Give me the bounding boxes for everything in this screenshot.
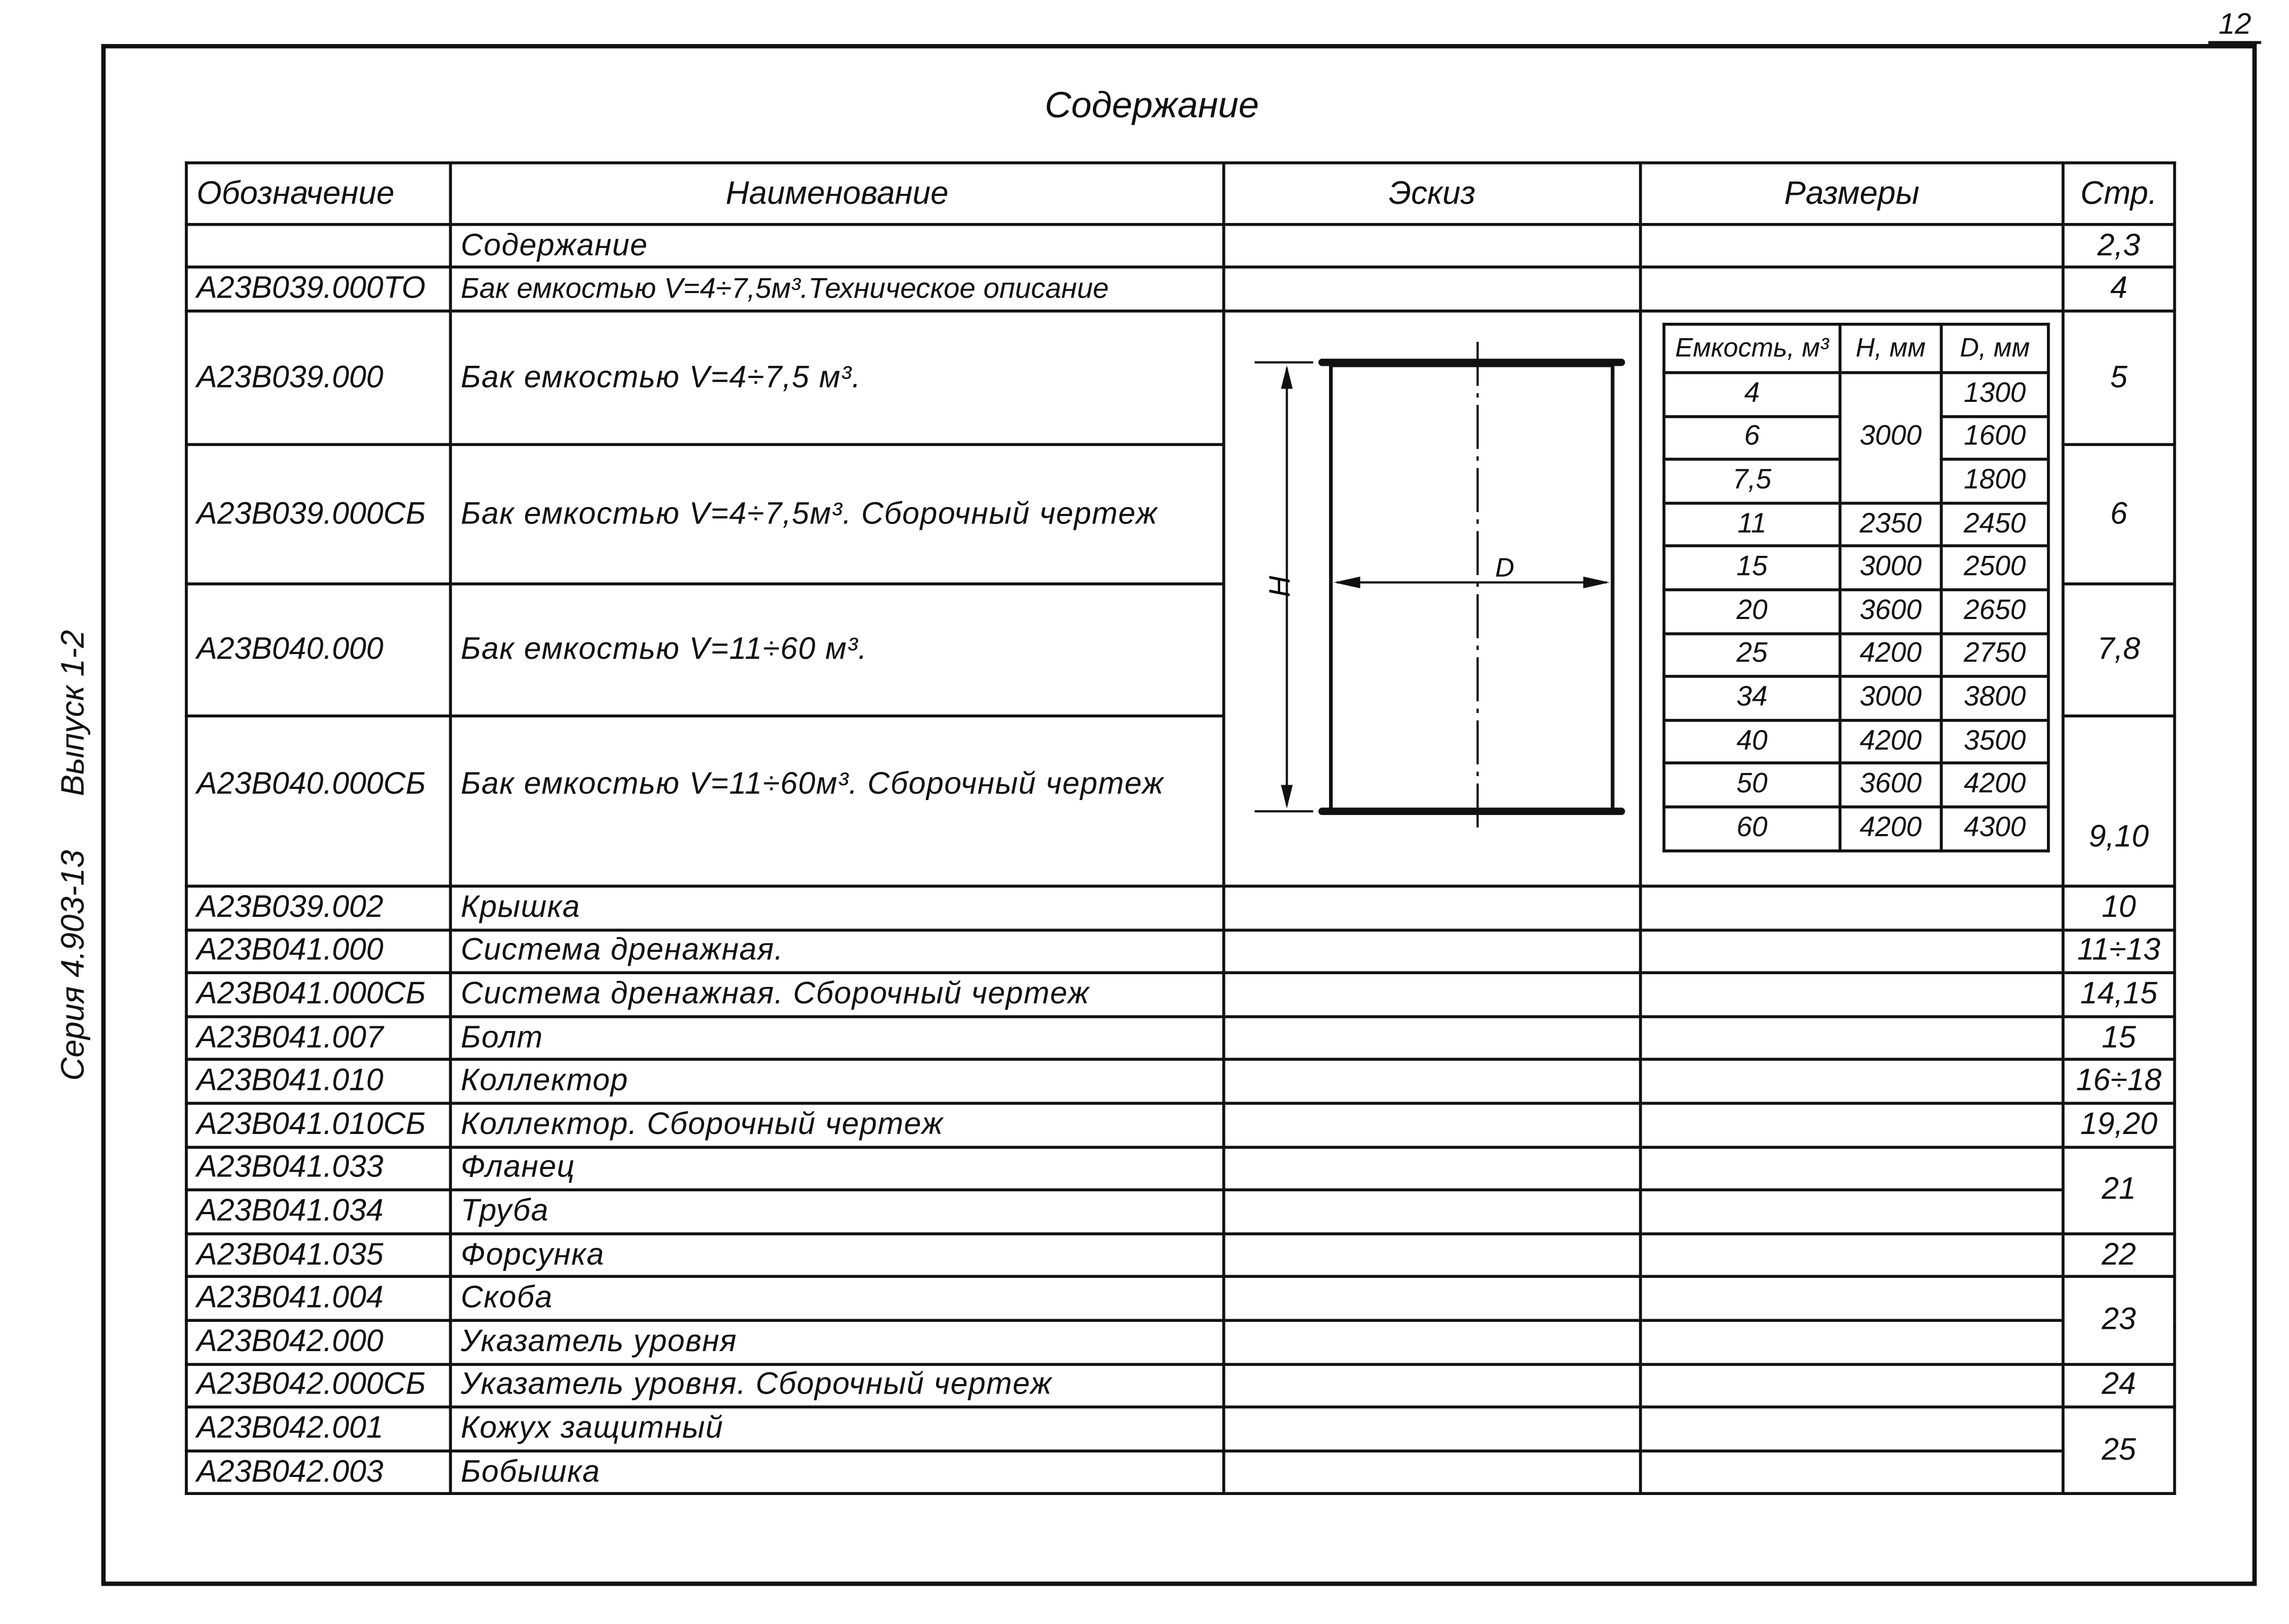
- sizes-row: 25 4200 2750: [1664, 633, 2048, 677]
- diameter-label: D: [1495, 553, 1514, 583]
- row-page: 22: [2063, 1233, 2174, 1277]
- sizes-row: 11 2350 2450: [1664, 503, 2048, 546]
- lower-rows: [186, 886, 2175, 1494]
- row-page: 4: [2063, 267, 2174, 311]
- row-code: [186, 225, 450, 267]
- row-name: Указатель уровня. Сборочный чертеж: [450, 1364, 1223, 1407]
- row-code: А23В041.034: [186, 1190, 450, 1234]
- sizes-row: 34 3000 3800: [1664, 676, 2048, 720]
- row-code: А23В041.010СБ: [186, 1103, 450, 1147]
- row-page: 23: [2063, 1277, 2174, 1364]
- row-page: 11÷13: [2063, 930, 2174, 973]
- tank-drawing: [1225, 313, 1641, 887]
- table-row: [186, 1147, 2175, 1190]
- row-page: 21: [2063, 1147, 2174, 1234]
- table-header: [186, 163, 2175, 225]
- sizes-table: [1662, 323, 2050, 852]
- table-row: [186, 1364, 2175, 1407]
- header-sketch: Эскиз: [1224, 163, 1641, 225]
- row-page: 16÷18: [2063, 1060, 2174, 1103]
- row-code: А23В041.033: [186, 1147, 450, 1190]
- row-name: Бак емкостью V=11÷60 м³.: [450, 584, 1223, 716]
- row-code: А23В040.000СБ: [186, 716, 450, 887]
- sizes-row: 20 3600 2650: [1664, 590, 2048, 633]
- row-name: Крышка: [450, 886, 1223, 930]
- table-row: [186, 267, 2175, 311]
- row-code: А23В041.000СБ: [186, 973, 450, 1017]
- sizes-row: 6 1600: [1664, 416, 2048, 460]
- row-page: 14,15: [2063, 973, 2174, 1017]
- row-name: Коллектор. Сборочный чертеж: [450, 1103, 1223, 1147]
- row-name: Содержание: [450, 225, 1223, 267]
- table-row: [186, 1277, 2175, 1320]
- row-name: Указатель уровня: [450, 1320, 1223, 1364]
- table-row: [186, 1233, 2175, 1277]
- row-page: 6: [2063, 444, 2174, 584]
- page-title: Содержание: [1044, 85, 1259, 126]
- table-row: [186, 1060, 2175, 1103]
- table-row: [186, 886, 2175, 930]
- row-code: А23В042.000СБ: [186, 1364, 450, 1407]
- table-row: [186, 311, 2175, 444]
- row-name: Бак емкостью V=11÷60м³. Сборочный чертеж: [450, 716, 1223, 887]
- row-name: Труба: [450, 1190, 1223, 1234]
- sizes-row: 40 4200 3500: [1664, 720, 2048, 763]
- row-page: 10: [2063, 886, 2174, 930]
- row-page: 24: [2063, 1364, 2174, 1407]
- row-code: А23В042.000: [186, 1320, 450, 1364]
- sizes-row: 4 3000 1300: [1664, 373, 2048, 416]
- series-label: Серия 4.903-13 Выпуск 1-2: [54, 630, 91, 1081]
- row-code: А23В041.007: [186, 1017, 450, 1060]
- header-sizes: Размеры: [1641, 163, 2063, 225]
- header-code: Обозначение: [186, 163, 450, 225]
- table-row: [186, 1450, 2175, 1494]
- row-name: Бак емкостью V=4÷7,5 м³.: [450, 311, 1223, 444]
- table-row: [186, 930, 2175, 973]
- row-code: А23В039.000СБ: [186, 444, 450, 584]
- divider: [2208, 41, 2261, 44]
- row-code: А23В039.000ТО: [186, 267, 450, 311]
- sizes-row: 7,5 1800: [1664, 459, 2048, 503]
- row-name: Бак емкостью V=4÷7,5м³. Сборочный чертеж: [450, 444, 1223, 584]
- height-label: H: [1263, 575, 1297, 597]
- sizes-row: 60 4200 4300: [1664, 807, 2048, 850]
- row-name: Коллектор: [450, 1060, 1223, 1103]
- row-code: А23В042.003: [186, 1450, 450, 1494]
- sizes-cell: [1641, 311, 2063, 886]
- row-code: А23В041.000: [186, 930, 450, 973]
- row-page: 5: [2063, 311, 2174, 444]
- row-name: Болт: [450, 1017, 1223, 1060]
- row-code: А23В041.035: [186, 1233, 450, 1277]
- sizes-row: 50 3600 4200: [1664, 763, 2048, 807]
- page-number: 12: [2218, 8, 2251, 41]
- tank-sketch: [1224, 311, 1641, 886]
- row-name: Система дренажная. Сборочный чертеж: [450, 973, 1223, 1017]
- table-row: [186, 1190, 2175, 1234]
- row-name: Бобышка: [450, 1450, 1223, 1494]
- row-code: А23В041.004: [186, 1277, 450, 1320]
- row-name: Фланец: [450, 1147, 1223, 1190]
- row-name: Бак емкостью V=4÷7,5м³.Техническое описание: [450, 267, 1223, 311]
- row-page: 19,20: [2063, 1103, 2174, 1147]
- sizes-row: 15 3000 2500: [1664, 546, 2048, 590]
- row-code: А23В042.001: [186, 1407, 450, 1451]
- table-row: [186, 1103, 2175, 1147]
- row-page: 7,8: [2063, 584, 2174, 716]
- row-code: А23В040.000: [186, 584, 450, 716]
- row-code: А23В039.000: [186, 311, 450, 444]
- contents-table: [185, 161, 2176, 1496]
- row-name: Система дренажная.: [450, 930, 1223, 973]
- table-row: [186, 973, 2175, 1017]
- sizes-header-d: D, мм: [1941, 324, 2048, 373]
- header-page: Стр.: [2063, 163, 2174, 225]
- table-row: [186, 1407, 2175, 1451]
- row-code: А23В039.002: [186, 886, 450, 930]
- tank-body: [1331, 365, 1613, 811]
- row-name: Форсунка: [450, 1233, 1223, 1277]
- header-name: Наименование: [450, 163, 1223, 225]
- row-page: 9,10: [2063, 716, 2174, 887]
- row-page: 2,3: [2063, 225, 2174, 267]
- sizes-header-h: H, мм: [1840, 324, 1941, 373]
- table-row: [186, 1320, 2175, 1364]
- row-name: Скоба: [450, 1277, 1223, 1320]
- row-page: 15: [2063, 1017, 2174, 1060]
- table-row: [186, 225, 2175, 267]
- row-page: 25: [2063, 1407, 2174, 1494]
- row-code: А23В041.010: [186, 1060, 450, 1103]
- row-name: Кожух защитный: [450, 1407, 1223, 1451]
- sizes-header-capacity: Емкость, м³: [1664, 324, 1840, 373]
- table-row: [186, 1017, 2175, 1060]
